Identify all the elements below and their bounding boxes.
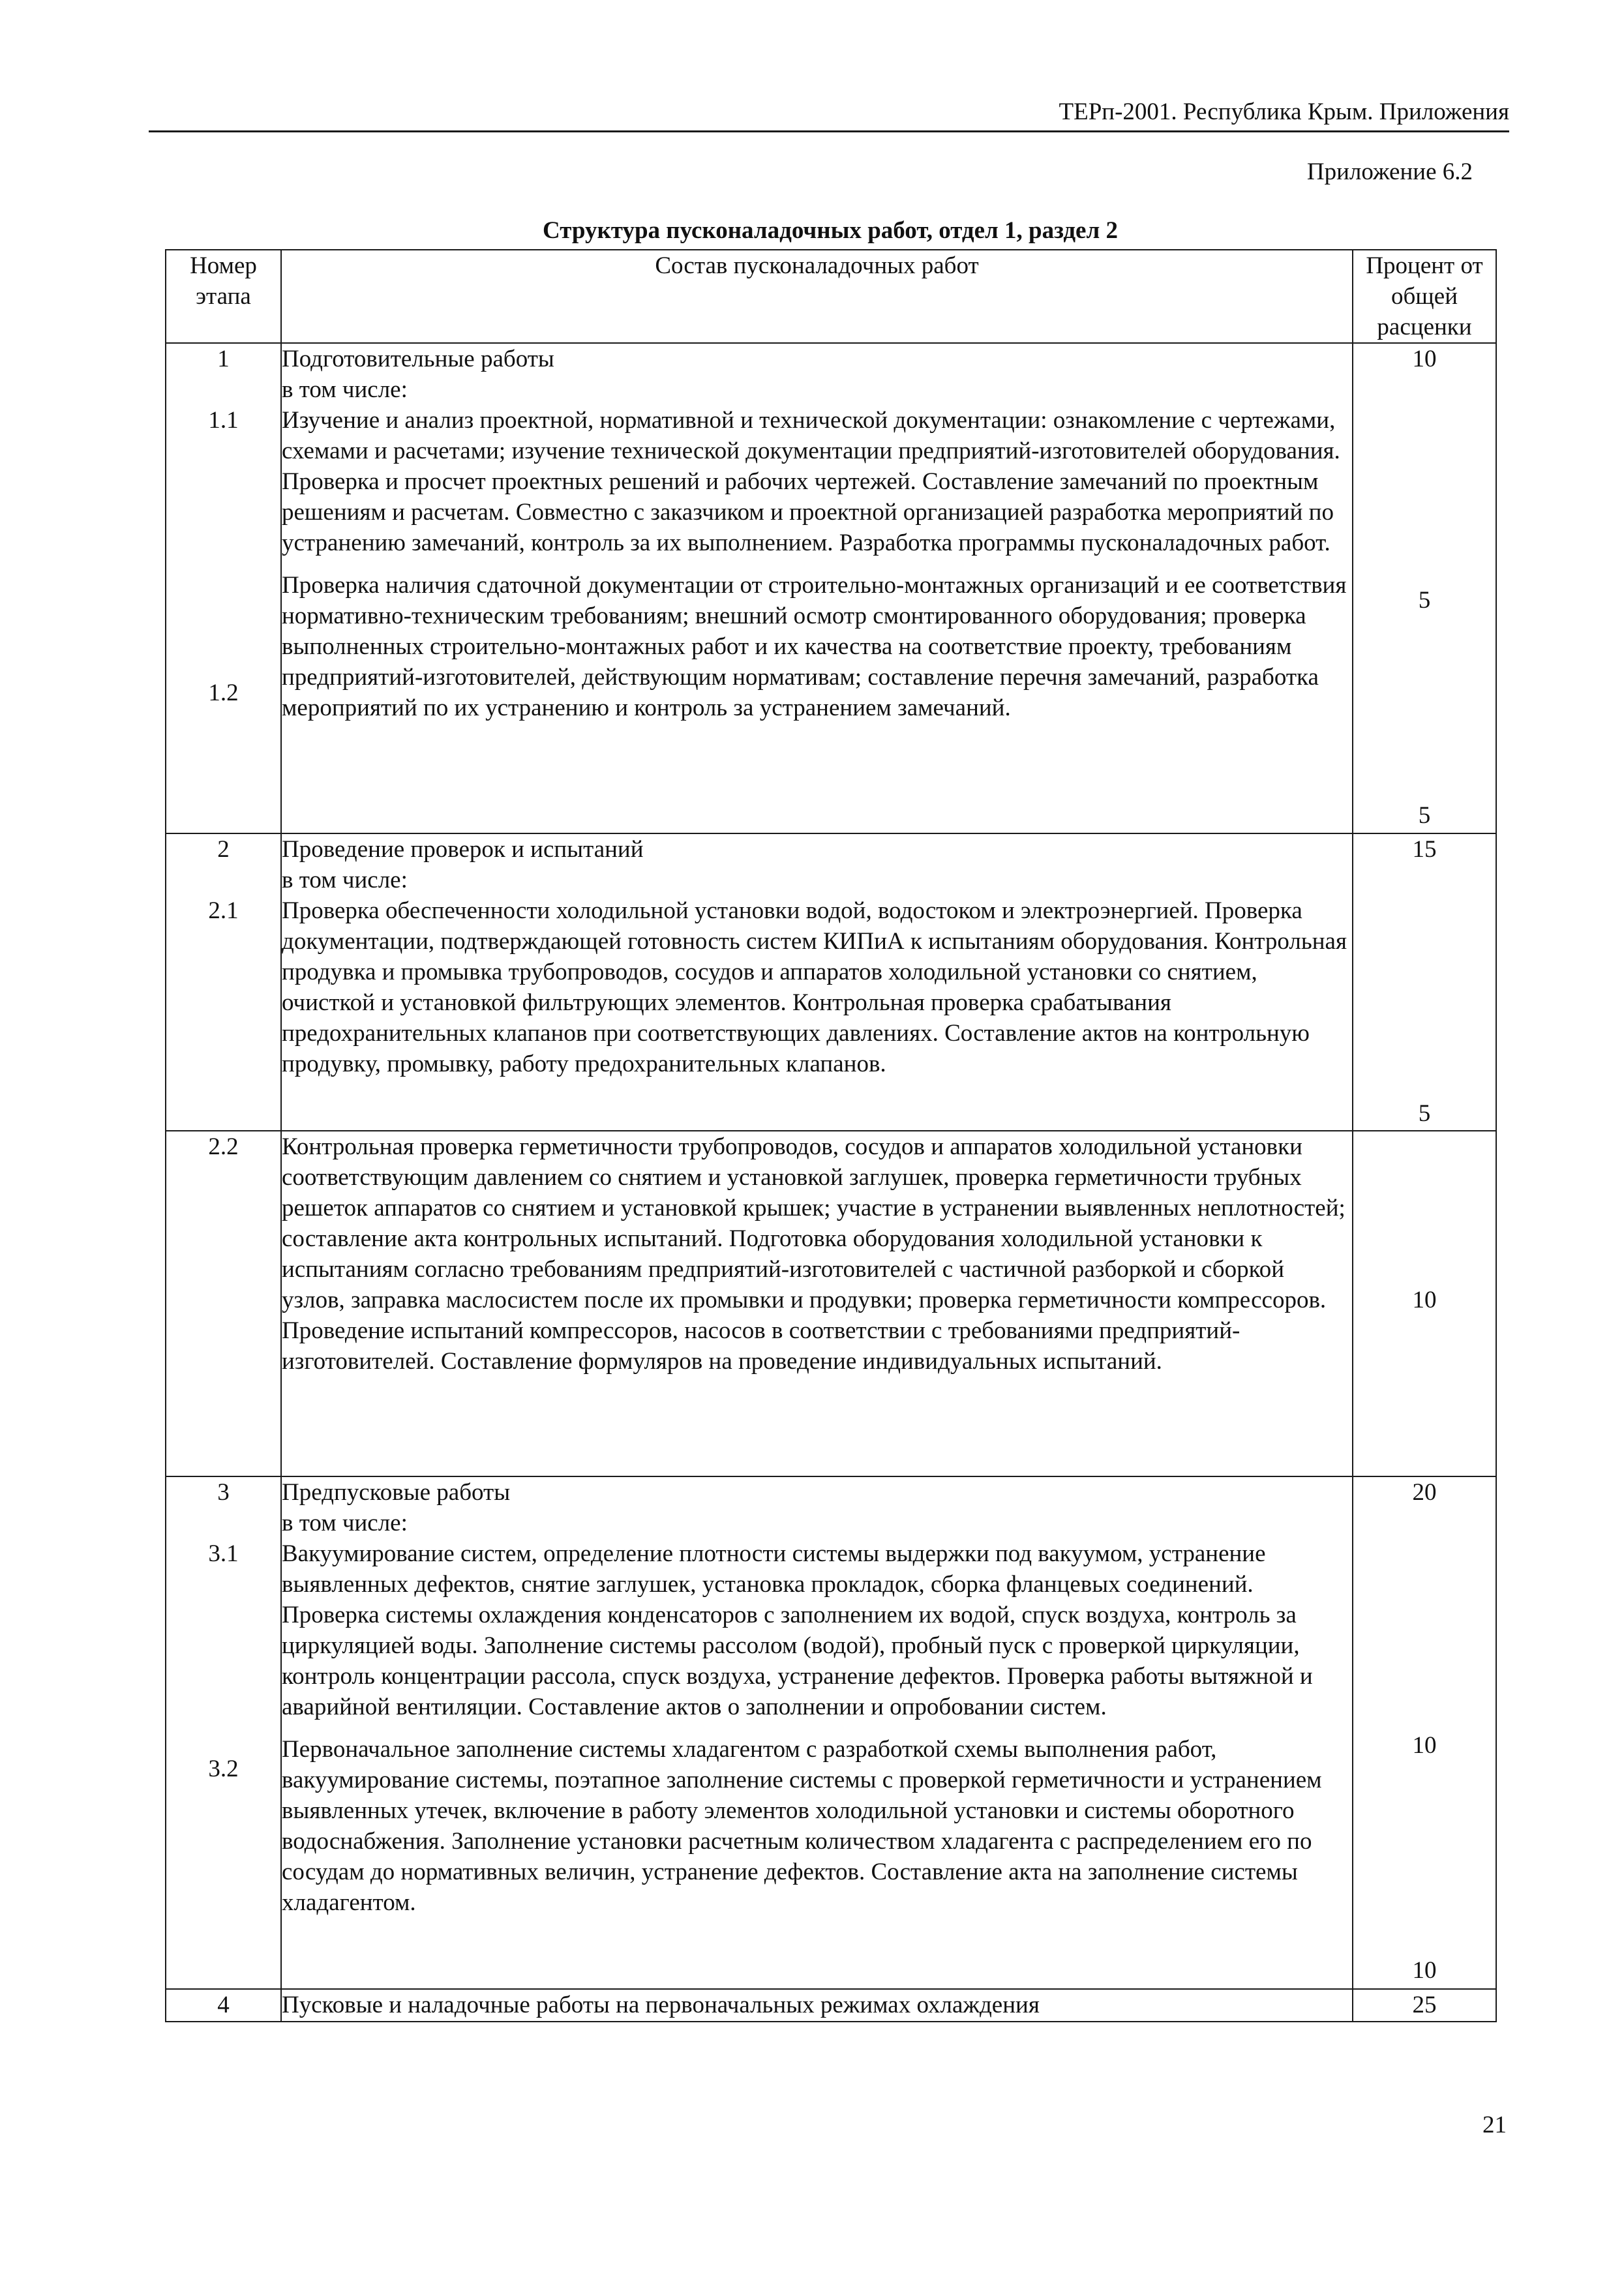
stage-subtitle: в том числе: <box>282 867 408 893</box>
table-header-row <box>166 250 1496 343</box>
stage-title: Пусковые и наладочные работы на первоначальных режимах охлаждения <box>282 1992 1040 2018</box>
table-row-stage-2-2 <box>166 1131 1496 1476</box>
stage-percent: 5 <box>1418 802 1431 829</box>
stage-description: Проверка наличия сдаточной документации от строительно-монтажных организаций и ее соответствия нормативно-техническим требованиям; внешний осмотр смонтированного оборудования; проверка выполненных строительно-монтажных работ и их качества на соответствие проекту, требованиям предприятий-изготовителей, действующим нормативам; составление перечня замечаний, разработка мероприятий по их устранению и контроль за устранением замечаний. <box>282 572 1347 721</box>
stage-number: 3.1 <box>208 1540 239 1567</box>
stage-subtitle: в том числе: <box>282 376 408 403</box>
header-works-composition: Состав пусконаладочных работ <box>281 250 1353 343</box>
stage-description: Проверка обеспеченности холодильной установки водой, водостоком и электроэнергией. Проверка документации, подтверждающей готовность систем КИПиА к испытаниям оборудования. Контрольная продувка и промывка трубопроводов, сосудов и аппаратов холодильной установки со снятием, очисткой и установкой фильтрующих элементов. Контрольная проверка срабатывания предохранительных клапанов при соответствующих давлениях. Составление актов на контрольную продувку, промывку, работу предохранительных клапанов. <box>282 897 1347 1077</box>
stage-description: Вакуумирование систем, определение плотности системы выдержки под вакуумом, устранение выявленных дефектов, снятие заглушек, установка прокладок, сборка фланцевых соединений. Проверка системы охлаждения конденсаторов с заполнением их водой, спуск воздуха, контроль за циркуляцией воды. Заполнение системы рассолом (водой), пробный пуск с проверкой циркуляции, контроль концентрации рассола, спуск воздуха, устранение дефектов. Проверка работы вытяжной и аварийной вентиляции. Составление актов о заполнении и опробовании систем. <box>282 1540 1313 1720</box>
stage-description: Изучение и анализ проектной, нормативной и технической документации: ознакомление с чертежами, схемами и расчетами; изучение технической документации предприятий-изготовителей оборудования. Проверка и просчет проектных решений и рабочих чертежей. Составление замечаний по проектным решениям и расчетам. Совместно с заказчиком и проектной организацией разработка мероприятий по устранению замечаний, контроль за их выполнением. Разработка программы пусконаладочных работ. <box>282 407 1340 556</box>
appendix-label: Приложение 6.2 <box>1306 158 1473 185</box>
stage-number: 3.2 <box>208 1756 239 1782</box>
header-rule <box>149 130 1509 132</box>
table-row-stage-3 <box>166 1476 1496 1989</box>
stage-title: Подготовительные работы <box>282 346 554 372</box>
stage-number: 1.2 <box>208 680 239 706</box>
table-row-stage-1 <box>166 343 1496 833</box>
stage-percent: 10 <box>1412 1732 1437 1759</box>
stage-number: 1 <box>217 346 230 372</box>
stage-percent: 5 <box>1418 587 1431 614</box>
stage-percent: 10 <box>1412 346 1437 372</box>
header-percent: Процент от общей расценки <box>1353 250 1496 343</box>
stage-description: Первоначальное заполнение системы хладагентом с разработкой схемы выполнения работ, вакуумирование системы, поэтапное заполнение системы с проверкой герметичности и устранением выявленных утечек, включение в работу элементов холодильной установки и системы оборотного водоснабжения. Заполнение установки расчетным количеством хладагента с распределением его по сосудам до нормативных величин, устранение дефектов. Составление акта на заполнение системы хладагентом. <box>282 1736 1322 1916</box>
stage-percent: 20 <box>1412 1479 1437 1506</box>
stage-number: 2 <box>217 836 230 863</box>
table-title: Структура пусконаладочных работ, отдел 1, раздел 2 <box>543 217 1118 244</box>
stage-number: 1.1 <box>208 407 239 434</box>
stage-percent: 25 <box>1412 1992 1437 2018</box>
stage-percent: 15 <box>1412 836 1437 863</box>
stage-number: 3 <box>217 1479 230 1506</box>
stage-number: 2.1 <box>208 897 239 924</box>
works-structure-table <box>165 249 1497 2022</box>
stage-number: 4 <box>217 1992 230 2018</box>
page-number: 21 <box>1482 2112 1507 2138</box>
stage-title: Проведение проверок и испытаний <box>282 836 644 863</box>
stage-percent: 5 <box>1418 1100 1431 1127</box>
running-title: ТЕРп-2001. Республика Крым. Приложения <box>1059 98 1509 125</box>
stage-percent: 10 <box>1412 1957 1437 1984</box>
stage-number: 2.2 <box>208 1133 239 1160</box>
header-stage-number: Номер этапа <box>166 250 281 343</box>
stage-subtitle: в том числе: <box>282 1510 408 1536</box>
table-row-stage-4 <box>166 1989 1496 2022</box>
stage-percent: 10 <box>1412 1287 1437 1313</box>
stage-description: Контрольная проверка герметичности трубопроводов, сосудов и аппаратов холодильной установки соответствующим давлением со снятием и установкой заглушек, проверка герметичности трубных решеток аппаратов со снятием и установкой крышек; участие в устранении выявленных неплотностей; составление акта контрольных испытаний. Подготовка оборудования холодильной установки к испытаниям согласно требованиям предприятий-изготовителей с частичной разборкой и сборкой узлов, заправка маслосистем после их промывки и продувки; проверка герметичности компрессоров. Проведение испытаний компрессоров, насосов в соответствии с требованиями предприятий-изготовителей. Составление формуляров на проведение индивидуальных испытаний. <box>282 1133 1346 1375</box>
table-row-stage-2 <box>166 833 1496 1131</box>
stage-title: Предпусковые работы <box>282 1479 511 1506</box>
